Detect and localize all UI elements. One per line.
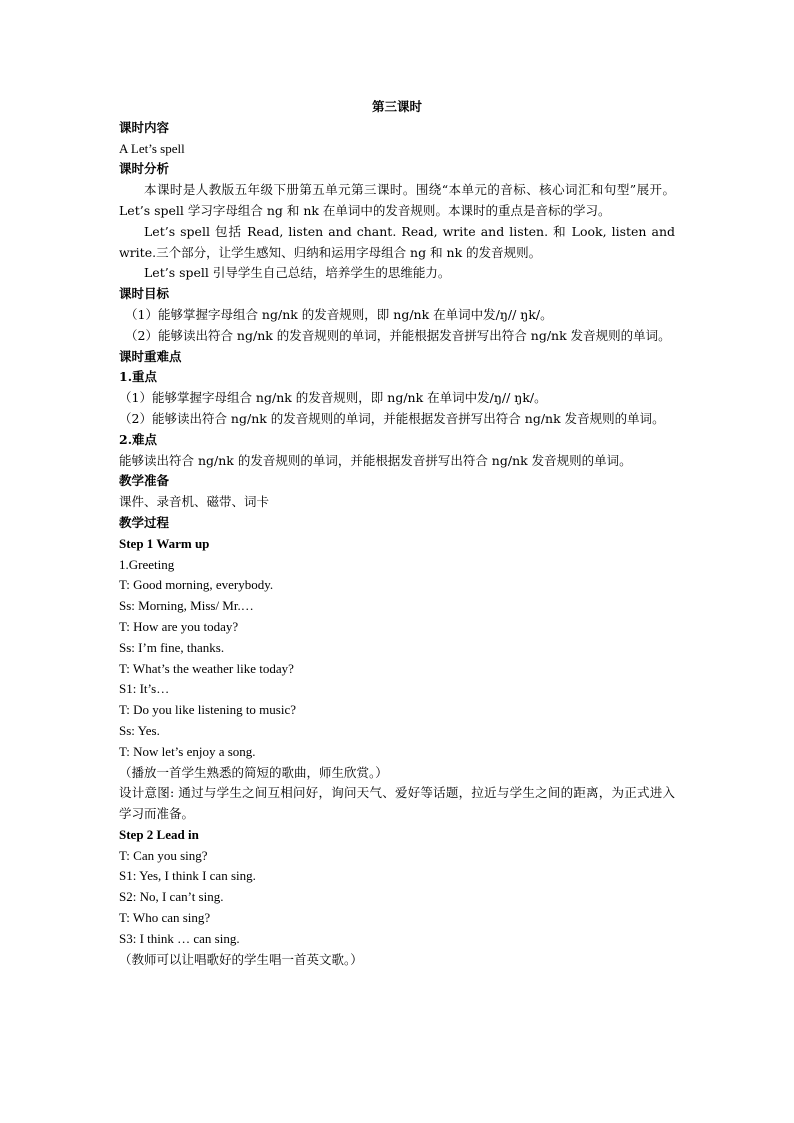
dialogue-line: S2: No, I can’t sing. (119, 889, 224, 905)
step2-note: （教师可以让唱歌好的学生唱一首英文歌。） (119, 951, 363, 967)
analysis-paragraph-1: 本课时是人教版五年级下册第五单元第三课时。围绕“本单元的音标、核心词汇和句型”展开。Let’s spell 学习字母组合 ng 和 nk 在单词中的发音规则。本课时的重点是音标的学习。 (119, 182, 675, 218)
analysis-heading: 课时分析 (119, 161, 170, 177)
dialogue-line: Ss: Yes. (119, 722, 160, 738)
page-title: 第三课时 (371, 99, 422, 114)
keypoints-heading: 课时重难点 (119, 348, 182, 364)
dialogue-line: T: Good morning, everybody. (119, 577, 274, 593)
prep-heading: 教学准备 (119, 473, 170, 489)
step2-heading: Step 2 Lead in (119, 826, 199, 842)
content-heading: 课时内容 (119, 119, 170, 135)
step1-note: （播放一首学生熟悉的简短的歌曲，师生欣赏。） (119, 764, 388, 780)
dialogue-line: Ss: Morning, Miss/ Mr.… (119, 598, 254, 614)
dialogue-line: S1: It’s… (119, 681, 170, 697)
dialogue-line: T: Now let’s enjoy a song. (119, 743, 256, 759)
dialogue-line: S1: Yes, I think I can sing. (119, 868, 256, 884)
prep-text: 课件、录音机、磁带、词卡 (119, 494, 270, 510)
dialogue-line: Ss: I’m fine, thanks. (119, 639, 225, 655)
dialogue-line: 1.Greeting (119, 556, 175, 572)
goal-item-2: （2）能够读出符合 ng/nk 的发音规则的单词，并能根据发音拼写出符合 ng/nk 发音规则的单词。 (125, 327, 671, 343)
focus-item-1: （1）能够掌握字母组合 ng/nk 的发音规则，即 ng/nk 在单词中发/ŋ// ŋk/。 (119, 390, 547, 406)
process-heading: 教学过程 (119, 514, 170, 530)
dialogue-line: T: Can you sing? (119, 847, 208, 863)
dialogue-line: T: Who can sing? (119, 910, 211, 926)
dialogue-line: S3: I think … can sing. (119, 930, 240, 946)
dialogue-line: T: Do you like listening to music? (119, 702, 296, 718)
focus-item-2: （2）能够读出符合 ng/nk 的发音规则的单词，并能根据发音拼写出符合 ng/nk 发音规则的单词。 (119, 410, 665, 426)
dialogue-line: T: How are you today? (119, 618, 239, 634)
focus-heading: 1.重点 (119, 369, 158, 385)
difficulty-heading: 2.难点 (119, 431, 158, 447)
analysis-paragraph-3: Let’s spell 引导学生自己总结，培养学生的思维能力。 (144, 265, 451, 281)
goal-item-1: （1）能够掌握字母组合 ng/nk 的发音规则，即 ng/nk 在单词中发/ŋ// ŋk/。 (125, 306, 553, 322)
step1-heading: Step 1 Warm up (119, 535, 210, 551)
step1-intent: 设计意图: 通过与学生之间互相问好，询问天气、爱好等话题，拉近与学生之间的距离，为正式进入学习而准备。 (119, 785, 675, 822)
dialogue-line: T: What’s the weather like today? (119, 660, 294, 676)
analysis-paragraph-2: Let’s spell 包括 Read, listen and chant. Read, write and listen. 和 Look, listen and write.三个部分，让学生感知、归纳和运用字母组合 ng 和 nk 的发音规则。 (119, 223, 675, 260)
document-page (119, 97, 675, 970)
goals-heading: 课时目标 (119, 286, 170, 302)
content-text: A Let’s spell (119, 140, 185, 156)
difficulty-text: 能够读出符合 ng/nk 的发音规则的单词，并能根据发音拼写出符合 ng/nk 发音规则的单词。 (119, 452, 632, 468)
